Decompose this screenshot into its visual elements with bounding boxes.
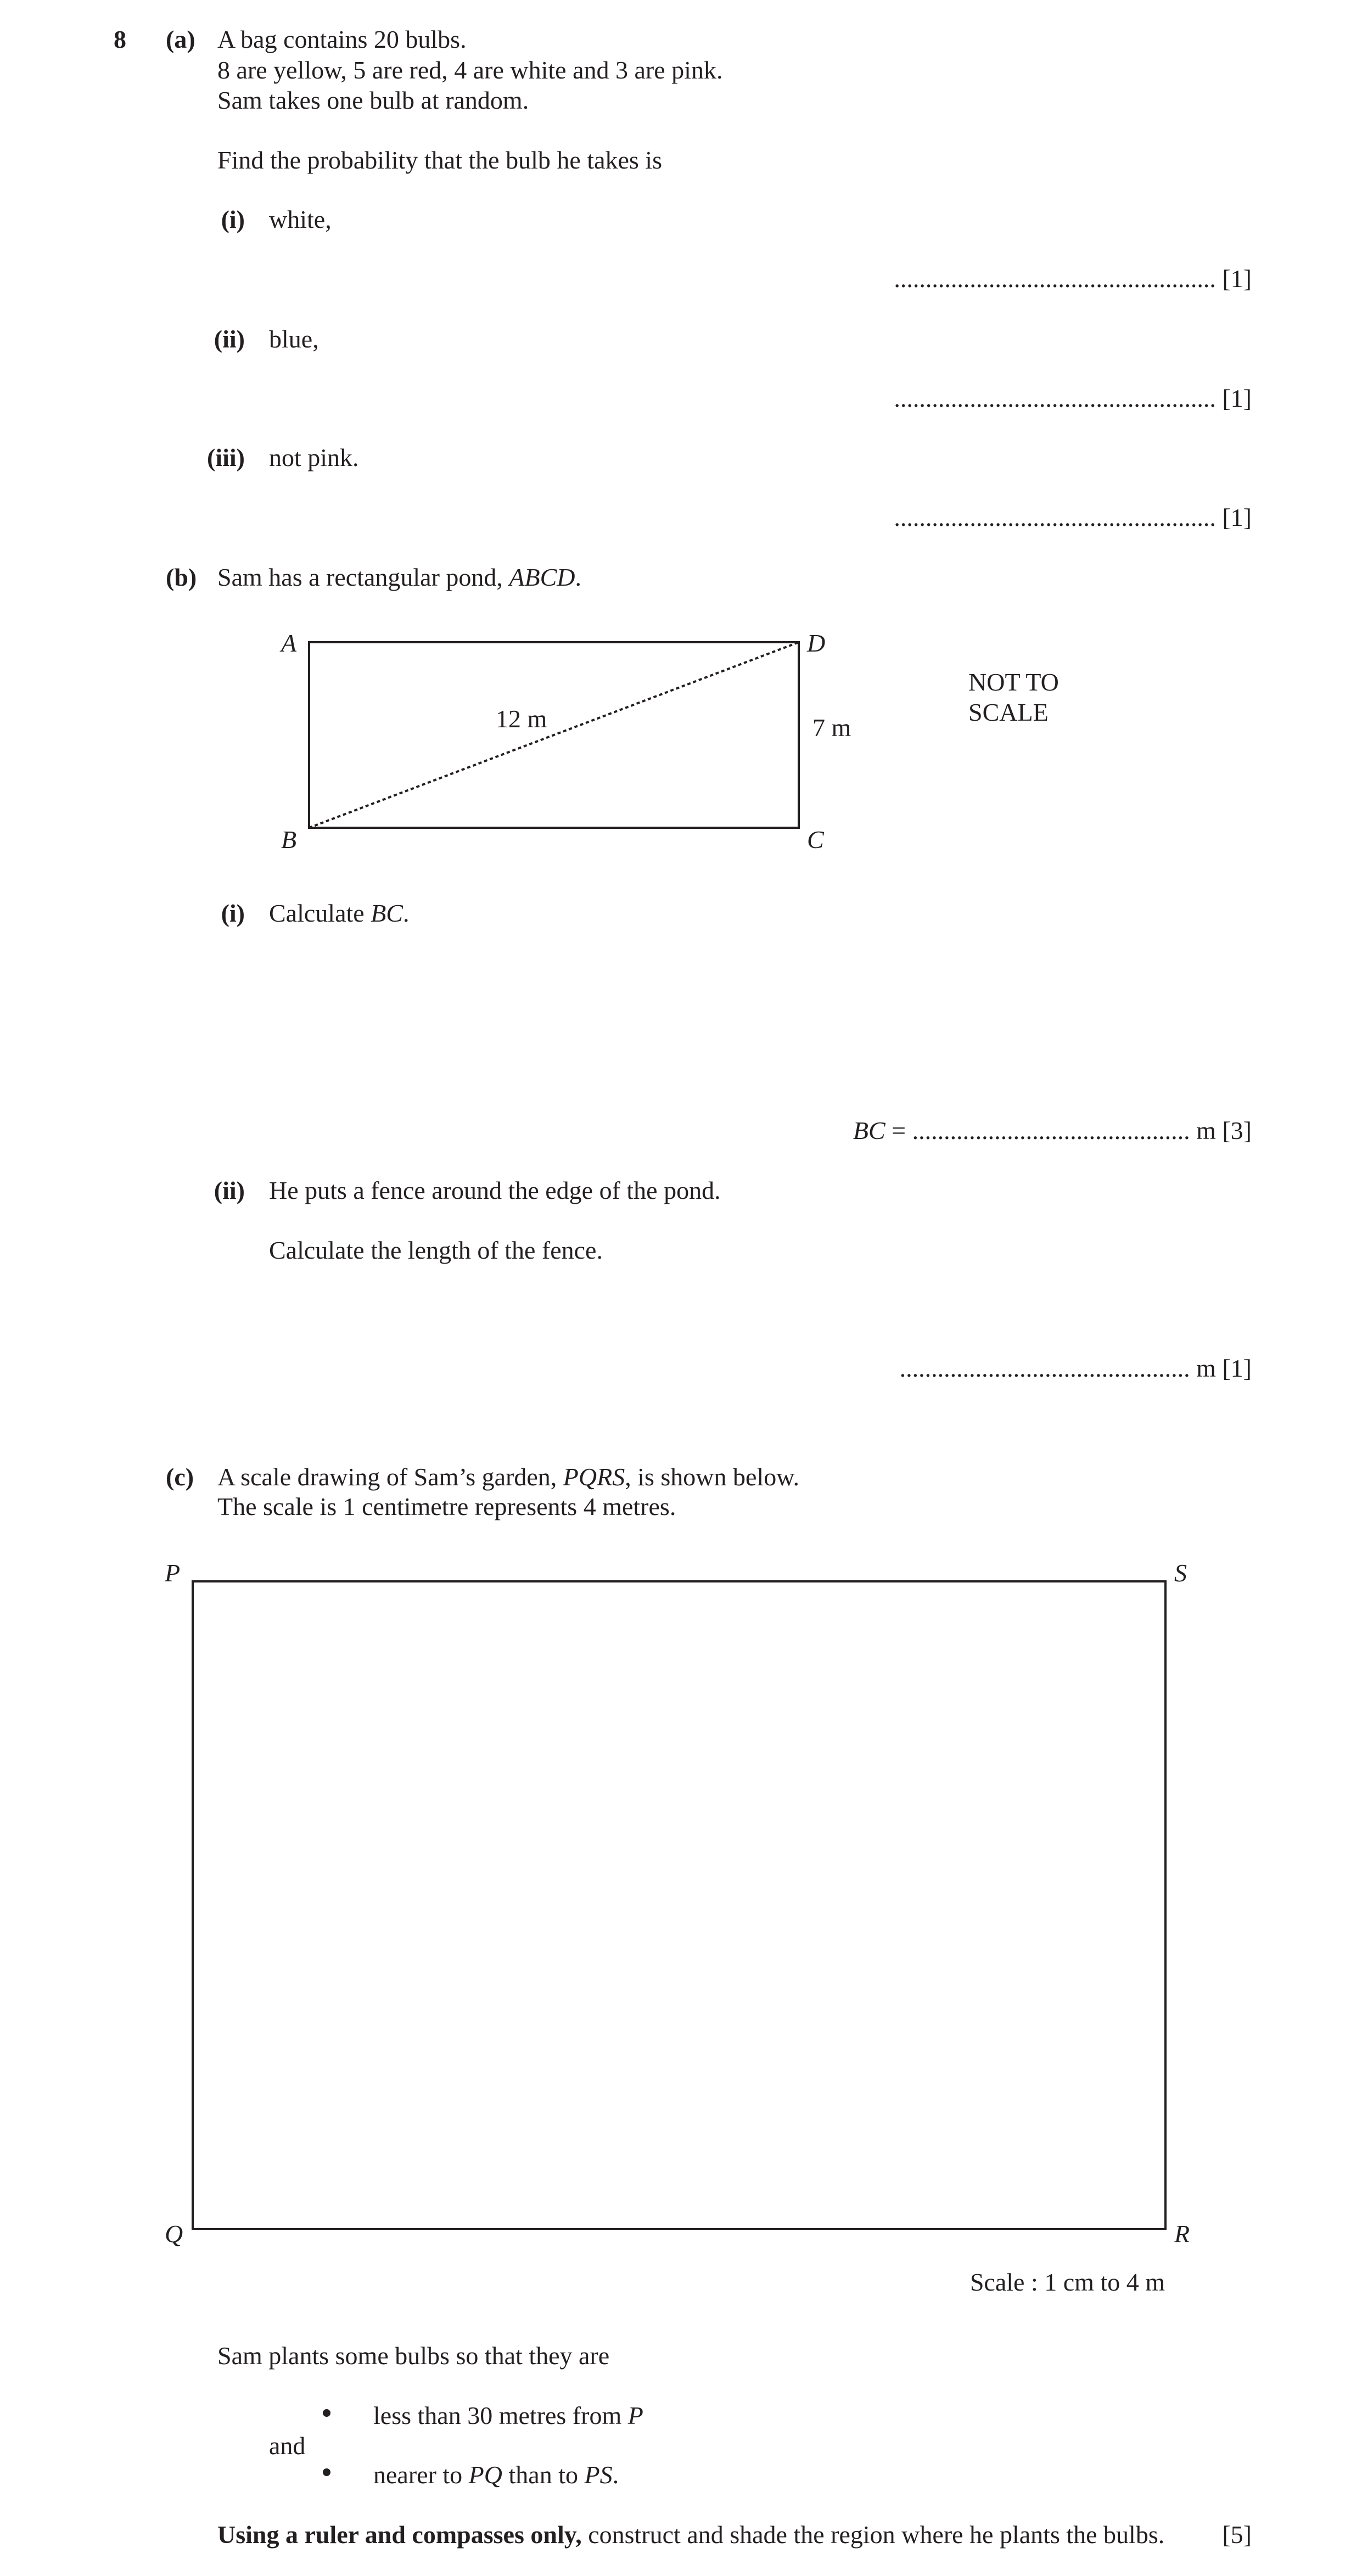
part-a-iii-label: (iii) (207, 444, 245, 472)
part-b-i-answer-line[interactable]: BC = ............................................ m [3] (853, 1116, 1252, 1144)
corner-s-label: S (1174, 1559, 1187, 1587)
part-b-ii-text-2: Calculate the length of the fence. (269, 1236, 603, 1264)
bullet-dot-1 (323, 2409, 330, 2417)
part-b-i-text: Calculate BC. (269, 899, 410, 927)
part-a-line-3: Sam takes one bulb at random. (217, 86, 529, 114)
side-length-label: 7 m (812, 714, 851, 742)
vertex-a-label: A (281, 629, 297, 657)
part-c-label: (c) (166, 1463, 194, 1491)
part-a-label: (a) (166, 25, 195, 53)
pond-diagonal (309, 642, 799, 828)
part-a-line-2: 8 are yellow, 5 are red, 4 are white and 3 are pink. (217, 56, 723, 84)
garden-rectangle[interactable] (193, 1581, 1165, 2229)
part-a-iii-answer-line[interactable]: ................................................... [1] (894, 503, 1252, 531)
part-a-iii-text: not pink. (269, 444, 359, 472)
corner-r-label: R (1174, 2220, 1190, 2248)
corner-p-label: P (165, 1559, 181, 1587)
vertex-c-label: C (807, 826, 824, 854)
corner-q-label: Q (165, 2220, 183, 2248)
construction-instruction: Using a ruler and compasses only, construct and shade the region where he plants the bulbs. (217, 2521, 1165, 2549)
part-a-line-1: A bag contains 20 bulbs. (217, 25, 467, 53)
part-a-i-text: white, (269, 205, 332, 233)
scale-note: Scale : 1 cm to 4 m (969, 2268, 1165, 2296)
part-b-ii-label: (ii) (214, 1176, 245, 1204)
part-a-i-label: (i) (221, 205, 245, 233)
part-a-ii-text: blue, (269, 325, 319, 353)
part-a-ii-answer-line[interactable]: ................................................... [1] (894, 384, 1252, 412)
part-c-marks: [5] (1222, 2521, 1252, 2549)
condition-2: nearer to PQ than to PS. (373, 2461, 619, 2489)
not-to-scale-line-2: SCALE (968, 698, 1049, 726)
part-c-plants: Sam plants some bulbs so that they are (217, 2342, 610, 2370)
part-b-i-label: (i) (221, 899, 245, 927)
question-number: 8 (114, 25, 126, 53)
part-b-ii-answer-line[interactable]: .............................................. m [1] (899, 1354, 1252, 1382)
part-a-ii-label: (ii) (214, 325, 245, 353)
diagonal-length-label: 12 m (496, 705, 547, 733)
part-b-label: (b) (166, 563, 197, 591)
and-word: and (269, 2432, 306, 2460)
part-b-intro: Sam has a rectangular pond, ABCD. (217, 563, 581, 591)
part-c-line-2: The scale is 1 centimetre represents 4 metres. (217, 1492, 676, 1520)
not-to-scale-line-1: NOT TO (968, 668, 1059, 696)
part-a-prompt: Find the probability that the bulb he takes is (217, 146, 662, 174)
part-c-line-1: A scale drawing of Sam’s garden, PQRS, is shown below. (217, 1463, 799, 1491)
part-b-ii-text: He puts a fence around the edge of the pond. (269, 1176, 721, 1204)
part-a-i-answer-line[interactable]: ................................................... [1] (894, 265, 1252, 293)
condition-1: less than 30 metres from P (373, 2401, 643, 2429)
vertex-d-label: D (807, 629, 826, 657)
vertex-b-label: B (281, 826, 297, 854)
bullet-dot-2 (323, 2468, 330, 2476)
